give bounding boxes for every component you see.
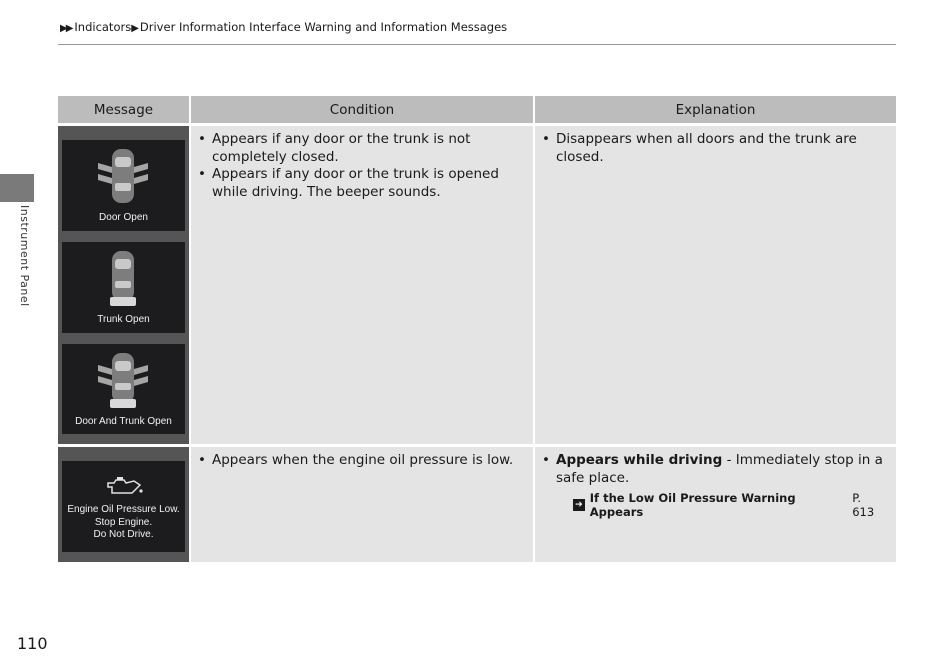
condition-item: • Appears if any door or the trunk is not completely closed. — [197, 131, 523, 166]
page-number: 110 — [17, 634, 48, 653]
cross-reference-link[interactable] — [573, 491, 886, 519]
double-arrow-icon: ▶▶ — [60, 23, 72, 34]
oil-warning-text — [62, 504, 185, 542]
messages-table — [58, 96, 896, 562]
condition-cell — [191, 126, 533, 444]
explanation-cell — [535, 126, 896, 444]
oil-pressure-display — [62, 461, 185, 552]
explanation-rest: - Immediately stop in a safe place. — [556, 452, 883, 486]
display-line: Stop Engine. — [94, 516, 153, 528]
section-tab — [0, 174, 34, 202]
door-open-display — [62, 140, 185, 231]
car-doors-open-icon — [92, 145, 154, 207]
car-doors-trunk-open-icon — [92, 349, 154, 411]
section-label: Instrument Panel — [18, 205, 31, 307]
header-rule — [58, 44, 896, 45]
explanation-cell — [535, 447, 896, 562]
table-row — [58, 447, 896, 562]
condition-cell — [191, 447, 533, 562]
explanation-bold: Appears while driving — [556, 452, 723, 468]
arrow-icon: ▶ — [131, 23, 139, 34]
xref-title[interactable]: If the Low Oil Pressure Warning Appears — [589, 491, 796, 519]
trunk-open-display — [62, 242, 185, 333]
breadcrumb-part-1: Indicators — [74, 20, 132, 34]
table-row — [58, 126, 896, 444]
message-cell — [58, 447, 189, 562]
display-caption: Door Open — [99, 212, 148, 223]
explanation-item: • Disappears when all doors and the trunk are closed. — [541, 131, 886, 166]
table-header — [58, 96, 896, 123]
car-trunk-open-icon — [92, 247, 154, 309]
display-caption: Door And Trunk Open — [75, 416, 172, 427]
breadcrumb — [60, 20, 507, 34]
breadcrumb-part-2: Driver Information Interface Warning and Information Messages — [139, 20, 508, 34]
header-message: Message — [58, 96, 189, 123]
display-line: Do Not Drive. — [93, 529, 154, 540]
oil-can-icon — [104, 475, 144, 497]
header-condition: Condition — [191, 96, 533, 123]
display-line: Engine Oil Pressure Low. — [67, 504, 180, 515]
header-explanation: Explanation — [535, 96, 896, 123]
message-cell — [58, 126, 189, 444]
xref-page[interactable]: P. 613 — [852, 491, 875, 519]
reference-arrow-icon: ➔ — [573, 499, 585, 511]
display-caption: Trunk Open — [97, 314, 150, 325]
condition-item: • Appears when the engine oil pressure is low. — [197, 452, 523, 470]
explanation-item — [541, 452, 886, 487]
condition-item: • Appears if any door or the trunk is opened while driving. The beeper sounds. — [197, 166, 523, 201]
door-and-trunk-open-display — [62, 344, 185, 434]
